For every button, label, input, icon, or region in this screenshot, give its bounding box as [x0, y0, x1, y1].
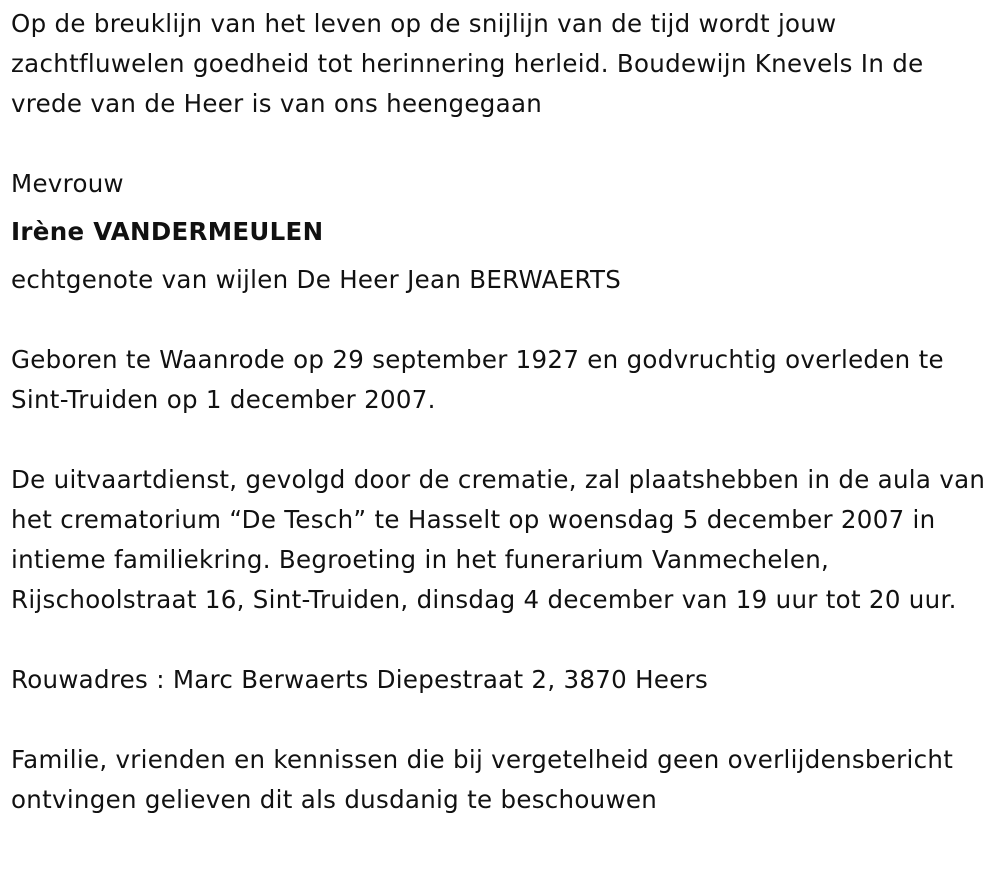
- funeral-paragraph: De uitvaartdienst, gevolgd door de crematie, zal plaatshebben in de aula van het crematorium “De Tesch” te Hasselt op woensdag 5 december 2007 in intieme familiekring. Begroeting in het funerarium Vanmechelen, Rijschoolstraat 16, Sint-Truiden, dinsdag 4 december van 19 uur tot 20 uur.: [11, 465, 986, 614]
- mourning-address: Rouwadres : Marc Berwaerts Diepestraat 2, 3870 Heers: [11, 665, 709, 694]
- spouse-line: echtgenote van wijlen De Heer Jean BERWAERTS: [11, 265, 622, 294]
- birth-death-paragraph: Geboren te Waanrode op 29 september 1927 en godvruchtig overleden te Sint-Truiden op 1 december 2007.: [11, 345, 944, 414]
- family-note-paragraph: Familie, vrienden en kennissen die bij vergetelheid geen overlijdensbericht ontvingen gelieven dit als dusdanig te beschouwen: [11, 745, 954, 814]
- honorific-title: Mevrouw: [11, 169, 124, 198]
- intro-paragraph: Op de breuklijn van het leven op de snijlijn van de tijd wordt jouw zachtfluwelen goedheid tot herinnering herleid. Boudewijn Knevels In de vrede van de Heer is van ons heengegaan: [11, 9, 924, 118]
- deceased-name: Irène VANDERMEULEN: [11, 217, 324, 246]
